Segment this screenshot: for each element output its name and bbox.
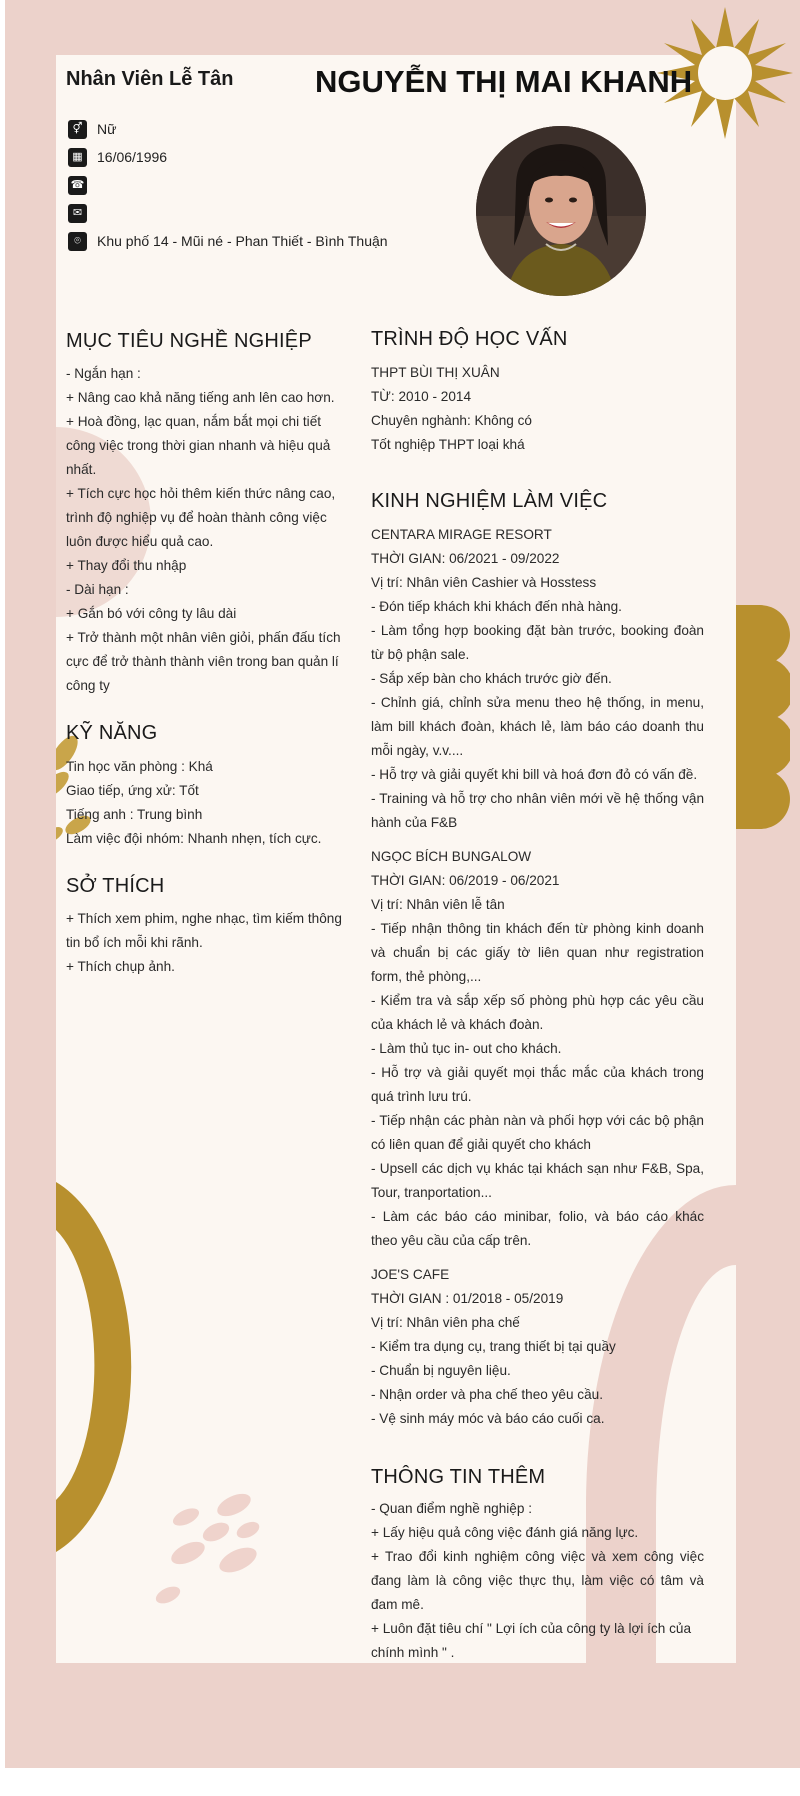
career-line: công ty: [66, 678, 110, 693]
job-duty: quá trình lưu trú.: [371, 1089, 472, 1104]
skill-line: Tiếng anh : Trung bình: [66, 807, 203, 822]
extra-line: + Luôn đặt tiêu chí " Lợi ích của công ty là lợi ích của: [371, 1621, 692, 1636]
experience-heading: KINH NGHIỆM LÀM VIỆC: [371, 490, 608, 512]
job-duty: - Đón tiếp khách khi khách đến nhà hàng.: [371, 599, 622, 614]
job-duty: mỗi ngày, v.v....: [371, 743, 464, 758]
extra-line: chính mình " .: [371, 1645, 455, 1660]
career-line: + Hoà đồng, lạc quan, nắm bắt mọi chi tiết: [66, 414, 322, 429]
job-period: THỜI GIAN: 06/2019 - 06/2021: [371, 873, 560, 888]
extra-heading: THÔNG TIN THÊM: [371, 1466, 546, 1488]
career-line: - Ngắn hạn :: [66, 366, 141, 381]
job-company: JOE'S CAFE: [371, 1267, 450, 1282]
extra-text: [371, 1497, 704, 1665]
career-line: + Gắn bó với công ty lâu dài: [66, 606, 237, 621]
job-duty: có liên quan để giải quyết cho khách: [371, 1137, 591, 1152]
job-duty: - Làm tổng hợp booking đặt bàn trước, booking đoàn: [371, 623, 704, 638]
career-line: + Thay đổi thu nhập: [66, 558, 187, 573]
job-duty: - Upsell các dịch vụ khác tại khách sạn như F&B, Spa,: [371, 1161, 704, 1176]
education-line: THPT BÙI THỊ XUÂN: [371, 365, 500, 380]
job-duty: của khách lẻ và khách đoàn.: [371, 1017, 544, 1032]
address-value: Khu phố 14 - Mũi né - Phan Thiết - Bình Thuận: [97, 233, 388, 249]
hobbies-text: [66, 907, 348, 979]
portrait-image: [476, 126, 646, 296]
career-line: trình độ nghiệp vụ để hoàn thành công việc: [66, 510, 327, 525]
job-duty: - Chuẩn bị nguyên liệu.: [371, 1363, 511, 1378]
job-duty: - Nhận order và pha chế theo yêu cầu.: [371, 1387, 603, 1402]
job-duty: - Làm thủ tục in- out cho khách.: [371, 1041, 562, 1056]
calendar-icon: ▦: [68, 148, 87, 167]
education-line: TỪ: 2010 - 2014: [371, 389, 472, 404]
email-icon: ✉: [68, 204, 87, 223]
career-line: cực để trở thành thành viên trong ban quản lí: [66, 654, 339, 669]
location-icon: ⌾: [68, 232, 87, 251]
extra-line: + Trao đổi kinh nghiệm công việc và xem công việc: [371, 1549, 704, 1564]
job-duty: theo yêu cầu của cấp trên.: [371, 1233, 532, 1248]
extra-line: đam mê.: [371, 1597, 424, 1612]
phone-icon: ☎: [68, 176, 87, 195]
job-duty: - Sắp xếp bàn cho khách trước giờ đến.: [371, 671, 612, 686]
address-row: [68, 230, 388, 252]
extra-line: - Quan điểm nghề nghiệp :: [371, 1501, 532, 1516]
gender-icon: ⚥: [68, 120, 87, 139]
job-duty: form, thẻ phòng,...: [371, 969, 482, 984]
job-duty: từ bộ phận sale.: [371, 647, 470, 662]
career-line: + Tích cực học hỏi thêm kiến thức nâng cao,: [66, 486, 336, 501]
job-duty: - Tiếp nhận thông tin khách đến từ phòng kinh doanh: [371, 921, 704, 936]
job-position: Vị trí: Nhân viên pha chế: [371, 1315, 520, 1330]
job-duty: - Kiểm tra và sắp xếp số phòng phù hợp các yêu cầu: [371, 993, 704, 1008]
job-ngoc-bich: [371, 845, 704, 1253]
phone-row: [68, 174, 97, 196]
profile-photo: [476, 126, 646, 296]
job-duty: - Tiếp nhận các phàn nàn và phối hợp với các bộ phận: [371, 1113, 704, 1128]
job-duty: - Kiểm tra dụng cụ, trang thiết bị tại quầy: [371, 1339, 616, 1354]
job-duty: làm bill khách đoàn, khách lẻ, làm báo cáo doanh thu: [371, 719, 704, 734]
job-position: Vị trí: Nhân viên Cashier và Hosstess: [371, 575, 597, 590]
birthday-value: 16/06/1996: [97, 149, 168, 165]
scallop-decoration: [730, 605, 790, 865]
career-line: nhất.: [66, 462, 97, 477]
job-duty: hành của F&B: [371, 815, 458, 830]
skill-line: Tin học văn phòng : Khá: [66, 759, 213, 774]
education-line: Chuyên nghành: Không có: [371, 413, 532, 428]
career-text: [66, 362, 348, 698]
job-duty: - Chỉnh giá, chỉnh sửa menu theo hệ thống, in menu,: [371, 695, 704, 710]
career-line: luôn được hiểu quả cao.: [66, 534, 214, 549]
job-duty: - Làm các báo cáo minibar, folio, và báo cáo khác: [371, 1209, 704, 1224]
hobby-line: + Thích xem phim, nghe nhạc, tìm kiếm thông: [66, 911, 342, 926]
career-heading: MỤC TIÊU NGHỀ NGHIỆP: [66, 330, 312, 352]
skills-heading: KỸ NĂNG: [66, 722, 158, 744]
job-title: Nhân Viên Lễ Tân: [66, 68, 234, 90]
job-company: NGỌC BÍCH BUNGALOW: [371, 849, 532, 864]
birthday-row: [68, 146, 167, 168]
education-line: Tốt nghiệp THPT loại khá: [371, 437, 525, 452]
skill-line: Giao tiếp, ứng xử: Tốt: [66, 783, 199, 798]
education-text: [371, 361, 704, 457]
job-company: CENTARA MIRAGE RESORT: [371, 527, 552, 542]
extra-line: + Lấy hiệu quả công việc đánh giá năng lực.: [371, 1525, 639, 1540]
candidate-name: NGUYỄN THỊ MAI KHANH: [315, 64, 693, 99]
skill-line: Làm việc đội nhóm: Nhanh nhẹn, tích cực.: [66, 831, 322, 846]
email-row: [68, 202, 97, 224]
job-duty: - Training và hỗ trợ cho nhân viên mới về hệ thống vận: [371, 791, 704, 806]
job-duty: - Vệ sinh máy móc và báo cáo cuối ca.: [371, 1411, 605, 1426]
education-heading: TRÌNH ĐỘ HỌC VẤN: [371, 328, 568, 350]
job-period: THỜI GIAN: 06/2021 - 09/2022: [371, 551, 560, 566]
hobbies-heading: SỞ THÍCH: [66, 875, 165, 897]
career-line: + Nâng cao khả năng tiếng anh lên cao hơn.: [66, 390, 335, 405]
skills-text: [66, 755, 348, 851]
job-position: Vị trí: Nhân viên lễ tân: [371, 897, 505, 912]
job-centara: [371, 523, 704, 835]
gender-value: Nữ: [97, 121, 117, 137]
gender-row: [68, 118, 116, 140]
hobby-line: tin bổ ích mỗi khi rãnh.: [66, 935, 203, 950]
job-period: THỜI GIAN : 01/2018 - 05/2019: [371, 1291, 564, 1306]
extra-line: đang làm là công việc thực thụ, làm việc có tâm và: [371, 1573, 704, 1588]
job-duty: - Hỗ trợ và giải quyết mọi thắc mắc của khách trong: [371, 1065, 704, 1080]
career-line: + Trở thành một nhân viên giỏi, phấn đấu tích: [66, 630, 341, 645]
job-joes-cafe: [371, 1263, 704, 1431]
job-duty: Tour, tranportation...: [371, 1185, 492, 1200]
job-duty: và chuẩn bị các giấy tờ liên quan như registration: [371, 945, 704, 960]
career-line: - Dài hạn :: [66, 582, 129, 597]
job-duty: - Hỗ trợ và giải quyết khi bill và hoá đơn đỏ có vấn đề.: [371, 767, 698, 782]
hobby-line: + Thích chụp ảnh.: [66, 959, 175, 974]
career-line: công việc trong thời gian nhanh và hiệu quả: [66, 438, 331, 453]
